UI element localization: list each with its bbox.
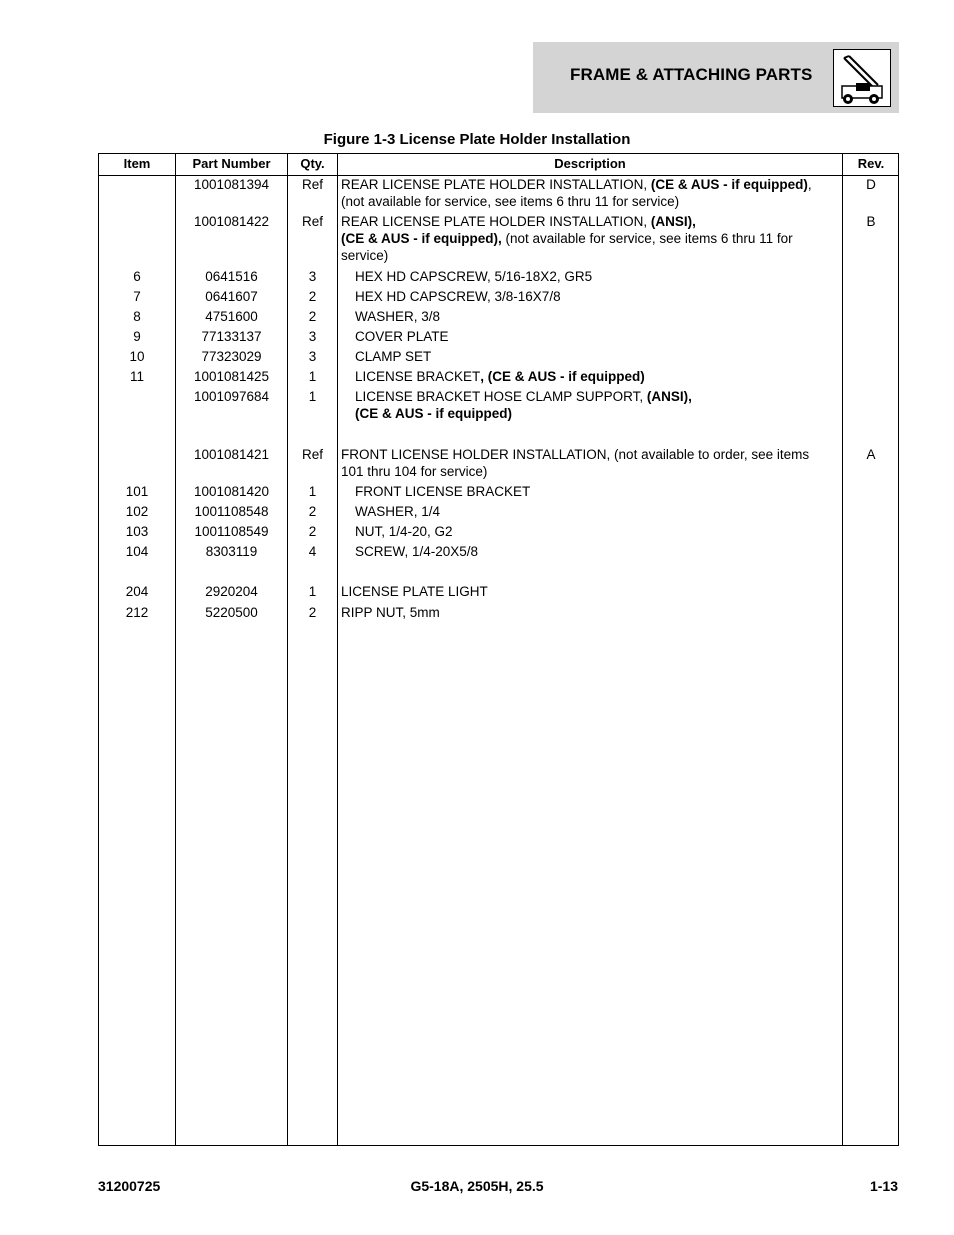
doc-number: 31200725 (98, 1178, 161, 1194)
description: REAR LICENSE PLATE HOLDER INSTALLATION, (CE & AUS - if equipped), (not available for service, see items 6 thru 11 for service) (341, 177, 812, 209)
machine-icon (833, 49, 891, 107)
section-header (533, 42, 899, 113)
section-title: FRAME & ATTACHING PARTS (570, 65, 813, 84)
description: REAR LICENSE PLATE HOLDER INSTALLATION, (ANSI), (CE & AUS - if equipped), (not available for service, see items 6 thru 11 for service) (341, 214, 793, 263)
col-header-rev: Rev. (857, 156, 885, 171)
model-list: G5-18A, 2505H, 25.5 (410, 1178, 544, 1194)
page-number: 1-13 (869, 1178, 898, 1194)
col-header-qty: Qty. (300, 156, 325, 171)
col-header-item: Item (123, 156, 151, 171)
col-header-part-number: Part Number (192, 156, 271, 171)
parts-table: Item Part Number Qty. Description Rev. 1001081394 Ref REAR LICENSE PLATE HOLDER INSTALLATION, (CE & AUS - if equipped), (not available for service, see items 6 thru 11 for service) D 1001081422 Ref REAR LICENSE PLATE HOLDER INSTALLATION, (ANSI), (CE & AUS - if equipped), (not available for service, see items 6 thru 11 for service) B 6 0641516 3 HEX HD CAPSCREW, 5/16-18X2, GR5 7 0641607 2 HEX HD CAPSCREW, 3/8-16X7/8 8 4751600 2 WASHER, 3/8 9 77133137 3 COVER PLATE 10 77323029 3 CLAMP SET 11 1001081425 1 LICENSE BRACKET, (CE & AUS - if equipped) 1001097684 1 LICENSE BRACKET HOSE CLAMP SUPPORT, (ANSI), (CE & AUS - if equipped) 1001081421 Ref FRONT LICENSE HOLDER INSTALLATION, (not available to order, see items 101 thru 104 for service) A 101 1001081420 1 FRONT LICENSE BRACKET 102 1001108548 2 WASHER, 1/4 103 1001108549 2 NUT, 1/4-20, G2 104 8303119 4 SCREW, 1/4-20X5/8 204 2920204 1 LICENSE PLATE LIGHT 212 5220500 2 RIPP NUT, 5mm (98, 153, 899, 1146)
figure-title: Figure 1-3 License Plate Holder Installation (323, 131, 631, 148)
col-header-description: Description (554, 156, 626, 171)
